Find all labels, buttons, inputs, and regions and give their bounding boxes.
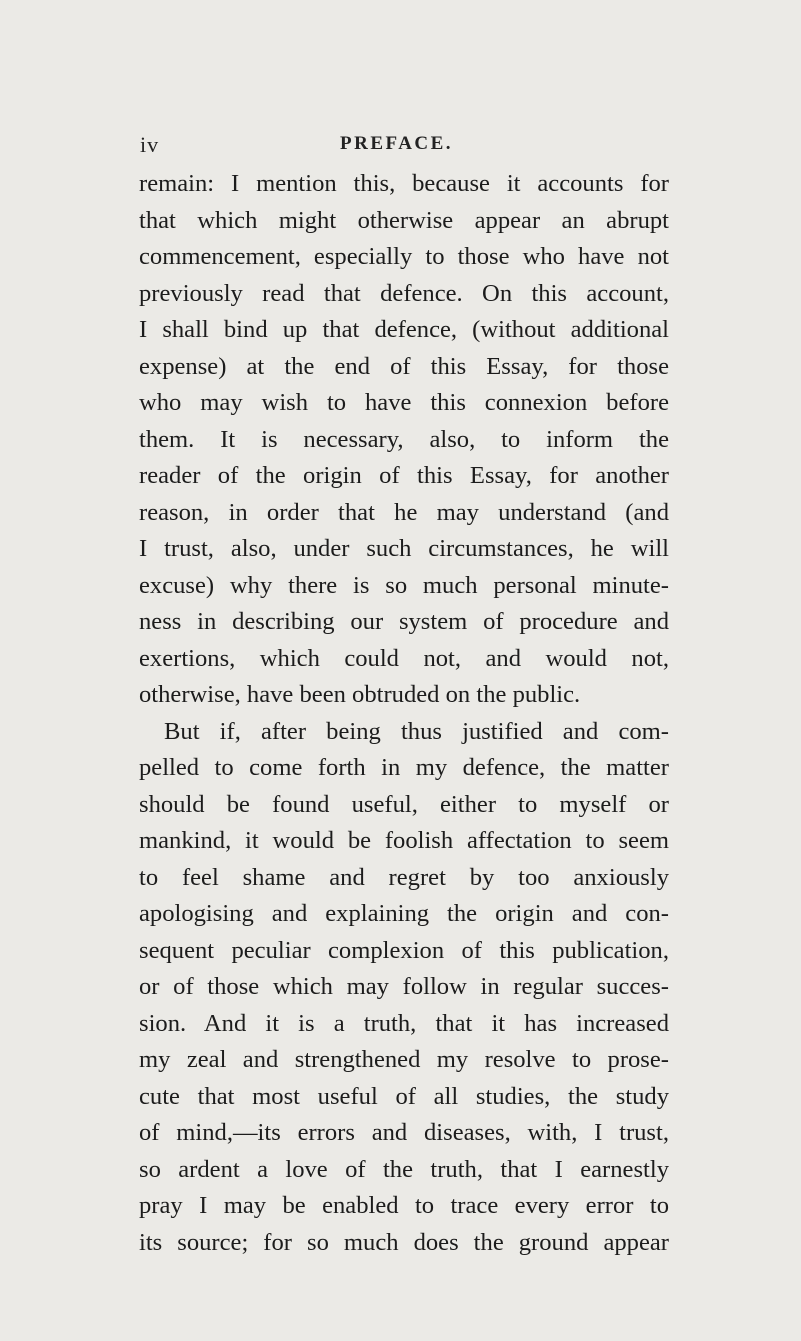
- text-line: cute that most useful of all studies, the study: [139, 1082, 669, 1110]
- text-line: I shall bind up that defence, (without additional: [139, 316, 669, 343]
- text-line: reason, in order that he may understand (and: [139, 498, 669, 526]
- text-line: that which might otherwise appear an abrupt: [139, 206, 669, 234]
- text-line: mankind, it would be foolish affectation to seem: [139, 827, 669, 854]
- text-line: pelled to come forth in my defence, the matter: [139, 754, 669, 781]
- text-line: of mind,—its errors and diseases, with, I trust,: [139, 1119, 669, 1146]
- text-line: who may wish to have this connexion before: [139, 389, 669, 416]
- paragraph-last-line: otherwise, have been obtruded on the public.: [139, 681, 581, 708]
- text-line: excuse) why there is so much personal minute-: [139, 571, 669, 599]
- text-line: so ardent a love of the truth, that I earnestly: [139, 1155, 669, 1183]
- text-line: sion. And it is a truth, that it has increased: [139, 1009, 669, 1037]
- text-line: remain: I mention this, because it accounts for: [139, 170, 669, 197]
- text-line: expense) at the end of this Essay, for those: [139, 352, 669, 380]
- text-line: ness in describing our system of procedure and: [139, 608, 669, 635]
- text-line: or of those which may follow in regular succes-: [139, 973, 669, 1000]
- body-text: [139, 166, 669, 1261]
- text-line: should be found useful, either to myself or: [139, 790, 669, 818]
- text-line: apologising and explaining the origin and con-: [139, 900, 669, 927]
- running-head: PREFACE.: [340, 133, 454, 154]
- text-line: commencement, especially to those who have not: [139, 243, 669, 270]
- page-number: iv: [140, 132, 160, 157]
- text-line: its source; for so much does the ground appear: [139, 1228, 669, 1256]
- text-line: them. It is necessary, also, to inform the: [139, 425, 669, 453]
- text-line: pray I may be enabled to trace every error to: [139, 1192, 669, 1219]
- text-line: reader of the origin of this Essay, for another: [139, 462, 669, 489]
- paragraph-first-line: But if, after being thus justified and com-: [164, 717, 669, 745]
- text-line: previously read that defence. On this account,: [139, 279, 669, 307]
- text-line: to feel shame and regret by too anxiously: [139, 863, 669, 891]
- text-line: exertions, which could not, and would not,: [139, 644, 669, 672]
- text-line: I trust, also, under such circumstances, he will: [139, 535, 669, 562]
- page-header: [140, 132, 660, 162]
- text-line: sequent peculiar complexion of this publication,: [139, 936, 669, 964]
- text-line: my zeal and strengthened my resolve to prose-: [139, 1046, 669, 1073]
